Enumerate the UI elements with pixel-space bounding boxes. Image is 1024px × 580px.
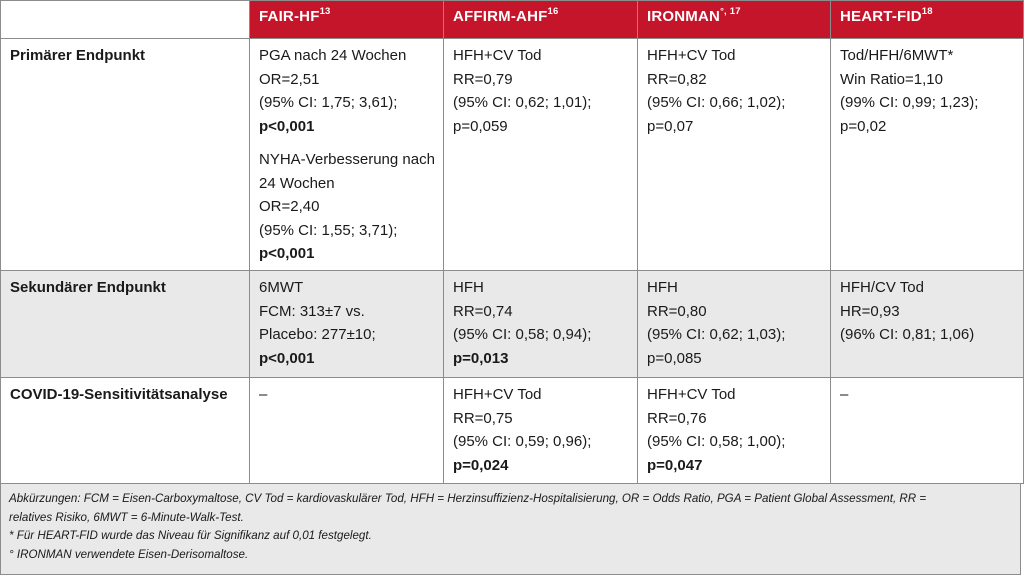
cell-line: OR=2,51 xyxy=(259,70,320,88)
footnote-abbreviations-cont: relatives Risiko, 6MWT = 6-Minute-Walk-Test. xyxy=(9,510,244,524)
row-primary-endpoint xyxy=(1,39,1024,271)
cell-covid-ironman xyxy=(638,378,831,484)
cell-line: HFH+CV Tod xyxy=(453,386,542,403)
p-value: p=0,024 xyxy=(453,456,509,474)
cell-line: FCM: 313±7 vs. xyxy=(259,302,365,320)
cell-line: Tod/HFH/6MWT* xyxy=(840,47,954,64)
header-trial-name: AFFIRM-AHF xyxy=(453,8,548,25)
cell-line: HFH xyxy=(647,279,678,296)
p-value: p=0,047 xyxy=(647,456,703,474)
cell-line: (95% CI: 0,59; 0,96); xyxy=(453,433,592,450)
footnote-degree: ° IRONMAN verwendete Eisen-Derisomaltose. xyxy=(9,547,249,561)
cell-line: (95% CI: 0,62; 1,01); xyxy=(453,94,592,111)
header-reference: °, 17 xyxy=(720,6,741,17)
cell-line: – xyxy=(840,386,849,403)
cell-line: (95% CI: 0,66; 1,02); xyxy=(647,94,786,111)
cell-line: (95% CI: 1,75; 3,61); xyxy=(259,94,398,111)
cell-primary-heart-fid xyxy=(831,39,1024,271)
cell-primary-fair-hf xyxy=(250,39,444,271)
header-trial-name: HEART-FID xyxy=(840,8,922,25)
row-label-primary xyxy=(1,39,250,271)
header-ironman xyxy=(638,1,831,39)
cell-line: (95% CI: 0,62; 1,03); xyxy=(647,326,786,343)
row-label-secondary xyxy=(1,271,250,378)
cell-line: 24 Wochen xyxy=(259,174,335,192)
p-value: p<0,001 xyxy=(259,349,315,367)
header-corner-cell xyxy=(1,1,250,39)
cell-line: RR=0,75 xyxy=(453,409,513,427)
cell-line: (95% CI: 0,58; 1,00); xyxy=(647,433,786,450)
cell-line: HFH/CV Tod xyxy=(840,279,924,296)
cell-secondary-fair-hf xyxy=(250,271,444,378)
cell-line: Placebo: 277±10; xyxy=(259,326,376,343)
cell-line: (96% CI: 0,81; 1,06) xyxy=(840,326,975,343)
cell-line: HFH+CV Tod xyxy=(647,47,736,64)
cell-line: OR=2,40 xyxy=(259,198,320,215)
row-secondary-endpoint xyxy=(1,271,1024,378)
header-trial-name: IRONMAN xyxy=(647,8,721,25)
footnote-abbreviations: Abkürzungen: FCM = Eisen-Carboxymaltose, CV Tod = kardiovaskulärer Tod, HFH = Herzinsuffizienz-Hospitalisierung, OR = Odds Ratio, PGA = Patient Global Assessment, RR = xyxy=(9,492,927,505)
p-value: p<0,001 xyxy=(259,245,315,262)
cell-line: – xyxy=(259,386,268,403)
cell-covid-fair-hf xyxy=(250,378,444,484)
p-value: p=0,013 xyxy=(453,349,509,367)
cell-line: HFH+CV Tod xyxy=(453,47,542,64)
cell-line: (99% CI: 0,99; 1,23); xyxy=(840,94,979,111)
p-value: p=0,02 xyxy=(840,117,887,135)
cell-secondary-ironman xyxy=(638,271,831,378)
cell-line: RR=0,74 xyxy=(453,302,513,320)
row-label-covid xyxy=(1,378,250,484)
p-value: p=0,07 xyxy=(647,117,694,135)
cell-line: (95% CI: 1,55; 3,71); xyxy=(259,221,398,239)
header-reference: 18 xyxy=(921,6,933,17)
cell-line: Win Ratio=1,10 xyxy=(840,70,943,88)
cell-secondary-heart-fid xyxy=(831,271,1024,378)
p-value: p<0,001 xyxy=(259,117,315,135)
header-trial-name: FAIR-HF xyxy=(259,8,320,25)
cell-line: PGA nach 24 Wochen xyxy=(259,47,407,64)
cell-primary-ironman xyxy=(638,39,831,271)
cell-line: RR=0,76 xyxy=(647,409,707,427)
cell-line: RR=0,79 xyxy=(453,70,513,88)
header-reference: 13 xyxy=(319,6,331,17)
p-value: p=0,059 xyxy=(453,117,508,135)
cell-secondary-affirm xyxy=(444,271,638,378)
row-label: Sekundärer Endpunkt xyxy=(10,279,166,296)
header-reference: 16 xyxy=(547,6,559,17)
cell-line: NYHA-Verbesserung nach xyxy=(259,151,435,168)
row-covid-sensitivity xyxy=(1,378,1024,484)
cell-line: 6MWT xyxy=(259,279,304,296)
header-affirm-ahf xyxy=(444,1,638,39)
p-value: p=0,085 xyxy=(647,349,702,367)
cell-line: RR=0,80 xyxy=(647,302,707,320)
header-fair-hf xyxy=(250,1,444,39)
row-label: COVID-19-Sensitivitätsanalyse xyxy=(10,386,228,403)
row-label: Primärer Endpunkt xyxy=(10,47,146,64)
cell-line: RR=0,82 xyxy=(647,70,707,88)
cell-covid-affirm xyxy=(444,378,638,484)
cell-line: HFH+CV Tod xyxy=(647,386,736,403)
cell-covid-heart-fid xyxy=(831,378,1024,484)
header-row xyxy=(1,1,1024,39)
cell-line: (95% CI: 0,58; 0,94); xyxy=(453,326,592,343)
footnote-box xyxy=(0,483,1021,575)
cell-line: HR=0,93 xyxy=(840,302,900,320)
footnote-asterisk: * Für HEART-FID wurde das Niveau für Signifikanz auf 0,01 festgelegt. xyxy=(9,529,372,542)
cell-line: HFH xyxy=(453,279,484,296)
cell-primary-affirm xyxy=(444,39,638,271)
header-heart-fid xyxy=(831,1,1024,39)
